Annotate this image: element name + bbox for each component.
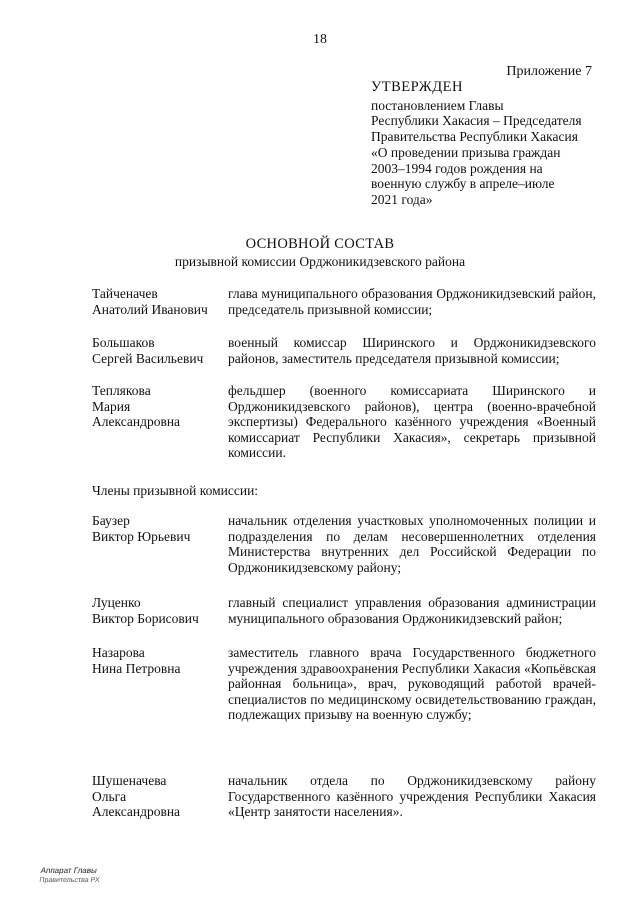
member-name: [92, 645, 232, 676]
approval-line: 2021 года»: [371, 191, 433, 207]
approval-line: постановлением Главы: [371, 97, 504, 113]
member-role: военный комиссар Ширинского и Орджоникидзевского районов, заместитель председателя призывной комиссии;: [228, 335, 596, 366]
member-given-name: Сергей Васильевич: [92, 350, 204, 366]
member-role: фельдшер (военного комиссариата Ширинского и Орджоникидзевского районов), центра (военно-врачебной экспертизы) Федерального казённого учреждения «Военный комиссариат Республики Хакасия», секретарь призывной комиссии.: [228, 383, 596, 460]
member-given-name: Анатолий Иванович: [92, 301, 208, 317]
approval-heading: УТВЕРЖДЕН: [371, 79, 463, 95]
footer-stamp: [39, 866, 102, 886]
approval-line: «О проведении призыва граждан: [371, 144, 561, 160]
document-subtitle: призывной комиссии Орджоникидзевского района: [174, 254, 466, 269]
member-surname: Шушеначева: [92, 773, 167, 788]
member-role: главный специалист управления образования администрации муниципального образования Орджоникидзевский район;: [228, 595, 596, 626]
member-name: [92, 595, 232, 626]
member-surname: Большаков: [92, 335, 155, 350]
approval-line: военную службу в апреле–июле: [371, 176, 555, 192]
member-name: [92, 335, 232, 366]
member-surname: Баузер: [92, 513, 130, 528]
member-name: [92, 383, 232, 430]
member-given-name: Виктор Борисович: [92, 610, 199, 626]
footer-line: Правительства РХ: [38, 877, 101, 884]
member-surname: Тайченачев: [92, 286, 158, 301]
member-name: [92, 286, 232, 317]
member-given-name: Виктор Юрьевич: [92, 528, 191, 544]
member-patronymic: Александровна: [92, 414, 181, 429]
member-role: начальник отделения участковых уполномоченных полиции и подразделения по делам несовершеннолетних отделения Министерства внутренних дел Российской Федерации по Орджоникидзевскому району;: [228, 513, 596, 575]
member-role: заместитель главного врача Государственного бюджетного учреждения здравоохранения Республики Хакасия «Копьёвская районная больница», врач, руководящий работой врачей-специалистов по медицинскому освидетельствованию граждан, подлежащих призыву на военную службу;: [228, 645, 596, 722]
member-patronymic: Александровна: [92, 804, 181, 819]
member-given-name: Нина Петровна: [92, 660, 181, 676]
member-surname: Назарова: [92, 645, 145, 660]
member-role: начальник отдела по Орджоникидзевскому району Государственного казённого учреждения Республики Хакасия «Центр занятости населения».: [228, 773, 596, 819]
approval-line: Правительства Республики Хакасия: [371, 129, 578, 145]
member-given-name: Мария: [92, 398, 131, 414]
footer-line: Аппарат Главы: [40, 866, 98, 875]
document-title: ОСНОВНОЙ СОСТАВ: [245, 236, 395, 252]
member-surname: Луценко: [92, 595, 141, 610]
approval-line: Республики Хакасия – Председателя: [371, 113, 582, 129]
member-name: [92, 513, 232, 544]
member-role: глава муниципального образования Орджоникидзевский район, председатель призывной комиссии;: [228, 286, 596, 317]
approval-line: 2003–1994 годов рождения на: [371, 160, 543, 176]
member-given-name: Ольга: [92, 788, 127, 804]
member-surname: Теплякова: [92, 383, 151, 398]
appendix-label: Приложение 7: [506, 64, 592, 79]
member-name: [92, 773, 232, 820]
members-heading: Члены призывной комиссии:: [92, 483, 259, 498]
page-number: 18: [313, 32, 327, 47]
approval-block: [371, 80, 611, 208]
